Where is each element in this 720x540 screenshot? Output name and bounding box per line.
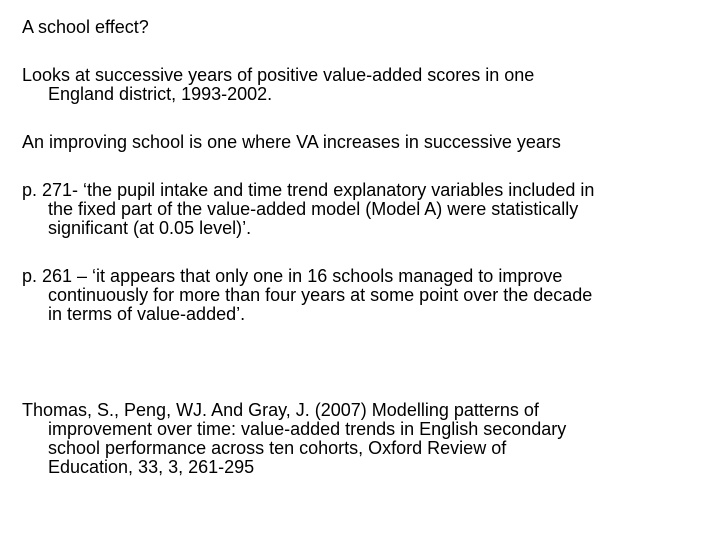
paragraph-line: p. 261 – ‘it appears that only one in 16 schools managed to improve [22, 266, 563, 286]
paragraph-line: school performance across ten cohorts, Oxford Review of [48, 438, 507, 458]
paragraph-line: Looks at successive years of positive value-added scores in one [22, 65, 535, 85]
paragraph-line: continuously for more than four years at some point over the decade [48, 285, 593, 305]
paragraph-quote-p261 [22, 267, 682, 324]
paragraph-line: improvement over time: value-added trends in English secondary [48, 419, 567, 439]
title-emphasis: effect [95, 17, 139, 37]
title-prefix: A school [22, 17, 96, 37]
title-suffix: ? [138, 17, 149, 37]
paragraph-line: Thomas, S., Peng, WJ. And Gray, J. (2007) Modelling patterns of [22, 400, 539, 420]
paragraph-reference [22, 401, 682, 477]
paragraph-study-scope [22, 66, 682, 104]
paragraph-line: England district, 1993-2002. [48, 84, 273, 104]
paragraph-line: An improving school is one where VA increases in successive years [22, 132, 561, 152]
paragraph-line: the fixed part of the value-added model (Model A) were statistically [48, 199, 579, 219]
paragraph-quote-p271 [22, 181, 682, 238]
paragraph-definition [22, 133, 682, 152]
slide-title [22, 16, 149, 38]
paragraph-line: significant (at 0.05 level)’. [48, 218, 252, 238]
paragraph-line: Education, 33, 3, 261-295 [48, 457, 255, 477]
paragraph-line: in terms of value-added’. [48, 304, 246, 324]
paragraph-line: p. 271- ‘the pupil intake and time trend explanatory variables included in [22, 180, 595, 200]
